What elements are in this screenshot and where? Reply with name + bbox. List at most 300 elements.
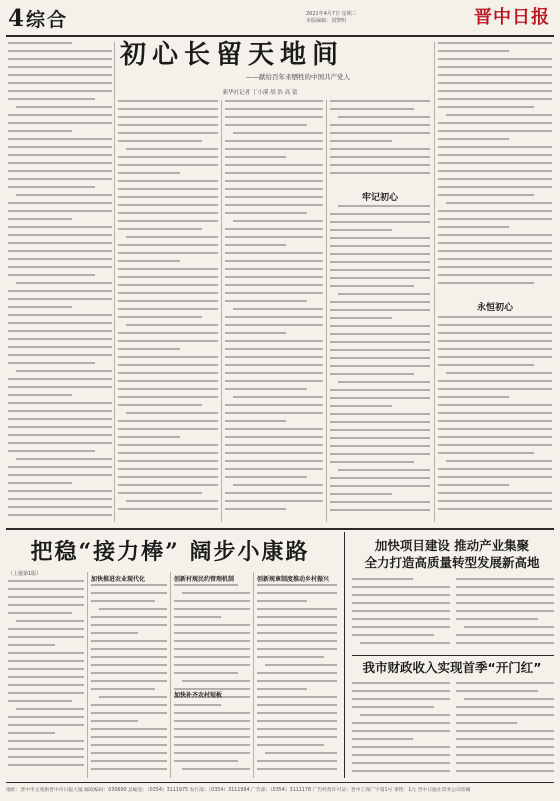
text-line [456,682,554,684]
text-line [225,276,323,278]
text-line [118,372,218,374]
text-line [225,172,323,174]
text-line [225,420,286,422]
text-line [352,618,450,620]
br-divider [352,655,554,656]
text-line [8,442,112,444]
text-line [118,332,218,334]
text-line [352,738,413,740]
text-line [438,428,552,430]
text-line [91,688,155,690]
text-line [456,738,554,740]
text-line [8,122,112,124]
column-divider [221,100,222,522]
text-line [330,140,392,142]
feature-column-4a [330,100,430,185]
text-line [118,460,218,462]
text-line [438,154,552,156]
text-line [438,146,552,148]
text-line [438,122,552,124]
text-line [8,756,84,758]
text-line [8,218,72,220]
text-line [118,244,218,246]
text-line [91,680,167,682]
text-line [118,396,218,398]
text-line [225,156,286,158]
column-divider [253,572,254,778]
text-line [8,628,84,630]
text-line [118,196,218,198]
bottom-right-headline-3: 我市财政收入实现首季“开门红” [362,660,542,675]
text-line [338,116,430,118]
text-line [456,714,554,716]
text-line [257,632,337,634]
text-line [8,490,112,492]
text-line [91,672,167,674]
text-line [257,672,337,674]
text-line [330,501,430,503]
header-rule [6,35,554,37]
text-line [118,284,218,286]
text-line [338,381,430,383]
text-line [8,346,112,348]
text-line [225,292,323,294]
text-line [438,130,552,132]
text-line [225,372,323,374]
bl-subhead-3: 创新规章制度推动乡村振兴 [257,576,330,583]
text-line [438,74,552,76]
text-line [257,648,337,650]
text-line [330,317,392,319]
text-line [330,245,430,247]
text-line [126,236,218,238]
text-line [330,421,430,423]
text-line [8,498,112,500]
text-line [330,100,430,102]
text-line [225,340,323,342]
text-line [225,324,323,326]
bottom-left-dateline: （上接第1版） [8,571,42,577]
footer-rule [6,782,554,783]
text-line [225,260,323,262]
text-line [330,253,430,255]
text-line [8,588,84,590]
page-number: 4 [8,5,25,32]
text-line [257,616,337,618]
text-line [438,98,552,100]
footer-info: 地址：晋中市文苑街晋中市日报大厦 邮政编码：030600 总编室：（0354）3111975 发行部：（0354）3111994 广告部：（0354）3111178 广告经营许可证：晋中工商广字第1号 零售：1元 晋中日报社印务公司印刷 [6,788,471,793]
text-line [330,229,392,231]
text-line [438,484,509,486]
text-line [91,632,138,634]
text-line [456,754,554,756]
text-line [257,768,337,770]
text-line [91,744,167,746]
text-line [118,476,218,478]
feature-column-5a [438,42,552,297]
text-line [225,428,323,430]
bl-subhead-4: 加快补齐农村短板 [174,692,223,699]
text-line [118,388,218,390]
text-line [91,712,167,714]
text-line [8,580,84,582]
text-line [118,508,218,510]
text-line [352,610,450,612]
text-line [225,244,286,246]
text-line [8,290,112,292]
text-line [225,164,323,166]
text-line [118,228,202,230]
text-line [225,180,323,182]
subhead-mulao-chuxin: 牢记初心 [361,193,398,203]
text-line [174,656,250,658]
text-line [330,429,430,431]
text-line [330,164,430,166]
text-line [118,116,218,118]
text-line [438,476,552,478]
text-line [233,484,323,486]
text-line [456,594,554,596]
section-title: 综合 [26,9,69,31]
text-line [352,762,450,764]
text-line [8,154,112,156]
text-line [438,356,552,358]
text-line [225,412,323,414]
text-line [225,452,323,454]
text-line [91,600,155,602]
text-line [118,452,218,454]
text-line [438,282,534,284]
column-divider [170,572,171,778]
text-line [225,268,323,270]
text-line [257,584,337,586]
text-line [257,680,337,682]
column-divider [434,42,435,522]
text-line [8,660,84,662]
text-line [225,468,323,470]
text-line [330,221,430,223]
br-column-3 [352,682,450,778]
text-line [330,493,392,495]
text-line [8,612,72,614]
text-line [8,514,112,516]
text-line [8,242,112,244]
text-line [91,736,167,738]
text-line [456,706,554,708]
text-line [456,602,554,604]
text-line [438,186,552,188]
text-line [91,704,167,706]
text-line [330,108,414,110]
text-line [174,672,238,674]
text-line [330,437,430,439]
text-line [360,714,450,716]
feature-byline: 新华社记者 丁小溪 胡 浩 高 蕾 [222,90,298,96]
text-line [456,642,554,644]
text-line [8,314,112,316]
text-line [8,676,84,678]
text-line [330,309,430,311]
text-line [8,226,112,228]
text-line [438,324,552,326]
text-line [91,656,167,658]
text-line [233,396,323,398]
text-line [174,712,250,714]
text-line [8,434,112,436]
text-line [456,610,554,612]
text-line [8,234,112,236]
text-line [8,170,112,172]
text-line [456,770,554,772]
text-line [225,108,323,110]
text-line [438,162,552,164]
text-line [8,322,112,324]
text-line [91,768,167,770]
text-line [330,509,430,511]
bottom-right-headline-2: 全力打造高质量转型发展新高地 [364,555,540,570]
text-line [352,594,450,596]
text-line [225,460,323,462]
text-line [330,124,430,126]
text-line [91,624,167,626]
text-line [438,90,552,92]
text-line [174,624,250,626]
text-line [174,720,250,722]
text-line [456,730,554,732]
text-line [225,492,323,494]
text-line [126,148,218,150]
text-line [330,341,430,343]
text-line [446,372,552,374]
text-line [438,340,552,342]
text-line [225,124,307,126]
text-line [8,684,84,686]
text-line [352,730,450,732]
text-line [438,210,552,212]
subhead-yongheng-chuxin: 永恒初心 [476,303,513,313]
text-line [330,477,430,479]
text-line [16,282,112,284]
text-line [257,736,337,738]
text-line [118,100,218,102]
text-line [8,426,112,428]
text-line [352,698,450,700]
text-line [118,404,202,406]
br-column-2 [456,578,554,652]
text-line [182,680,250,682]
text-line [8,98,95,100]
text-line [118,428,218,430]
text-line [438,468,552,470]
text-line [174,744,250,746]
bottom-left-headline: 把稳“接力棒” 阔步小康路 [30,539,310,565]
text-line [8,162,112,164]
text-line [118,292,218,294]
text-line [118,124,218,126]
text-line [456,722,517,724]
text-line [330,237,430,239]
text-line [456,618,538,620]
text-line [174,664,250,666]
text-line [8,66,112,68]
text-line [8,652,84,654]
text-line [225,388,307,390]
text-line [438,258,552,260]
text-line [174,640,250,642]
masthead-logo: 晋中日报 [474,7,550,28]
text-line [8,378,112,380]
text-line [118,340,218,342]
text-line [225,364,323,366]
text-line [8,42,72,44]
text-line [360,642,450,644]
text-line [118,316,202,318]
text-line [330,405,392,407]
text-line [438,380,552,382]
text-line [456,634,554,636]
text-line [118,492,202,494]
text-line [8,202,112,204]
text-line [16,370,112,372]
text-line [330,156,430,158]
text-line [118,252,218,254]
text-line [8,506,112,508]
text-line [16,194,112,196]
text-line [174,600,250,602]
text-line [438,266,552,268]
text-line [118,156,218,158]
text-line [174,608,250,610]
bottom-right-headline-1: 加快项目建设 推动产业集聚 [374,538,530,553]
text-line [446,114,552,116]
text-line [338,205,430,207]
bl-subhead-2: 创新村规民约管理机制 [174,576,235,583]
section-divider [6,528,554,530]
text-line [330,373,414,375]
feature-headline: 初心长留天地间 [119,40,344,70]
text-line [330,148,430,150]
br-column-1 [352,578,450,652]
text-line [8,210,112,212]
text-line [8,732,55,734]
text-line [8,700,72,702]
text-line [118,220,218,222]
text-line [438,66,552,68]
text-line [8,394,72,396]
text-line [330,301,430,303]
text-line [225,500,323,502]
text-line [464,626,554,628]
text-line [8,258,112,260]
text-line [8,596,84,598]
text-line [118,436,180,438]
text-line [118,356,218,358]
text-line [225,204,323,206]
text-line [118,348,180,350]
text-line [8,386,112,388]
text-line [16,106,112,108]
text-line [8,418,112,420]
text-line [257,704,337,706]
text-line [225,196,323,198]
text-line [257,640,337,642]
text-line [330,172,430,174]
text-line [438,234,552,236]
text-line [225,404,323,406]
text-line [330,132,430,134]
text-line [330,349,430,351]
text-line [91,760,167,762]
text-line [8,748,84,750]
text-line [118,420,218,422]
text-line [8,450,95,452]
text-line [330,333,430,335]
feature-column-4b [330,205,430,522]
text-line [352,682,450,684]
text-line [330,461,414,463]
text-line [438,226,509,228]
text-line [91,640,167,642]
text-line [438,508,552,510]
column-divider [326,100,327,522]
text-line [16,620,84,622]
text-line [330,277,430,279]
text-line [330,269,430,271]
text-line [257,656,324,658]
text-line [438,500,552,502]
text-line [8,724,84,726]
bl-column-3 [174,584,250,778]
column-divider [114,42,115,522]
text-line [257,696,337,698]
text-line [174,704,221,706]
text-line [330,445,430,447]
text-line [118,164,218,166]
text-line [8,58,112,60]
text-line [225,508,286,510]
text-line [438,316,552,318]
text-line [8,130,72,132]
text-line [352,634,434,636]
text-line [174,616,221,618]
text-line [438,138,509,140]
text-line [352,602,450,604]
text-line [91,752,167,754]
text-line [352,626,450,628]
text-line [8,338,112,340]
text-line [438,412,552,414]
text-line [8,306,72,308]
text-line [118,300,218,302]
feature-column-5b [438,316,552,522]
text-line [8,410,112,412]
text-line [118,132,218,134]
text-line [438,50,509,52]
bl-column-2 [91,584,167,778]
text-line [438,58,552,60]
text-line [225,348,323,350]
text-line [174,648,250,650]
text-line [8,482,72,484]
column-divider [87,572,88,778]
text-line [225,444,323,446]
text-line [118,180,218,182]
text-line [8,466,112,468]
text-line [174,584,238,586]
text-line [8,298,112,300]
text-line [438,242,552,244]
text-line [438,492,552,494]
